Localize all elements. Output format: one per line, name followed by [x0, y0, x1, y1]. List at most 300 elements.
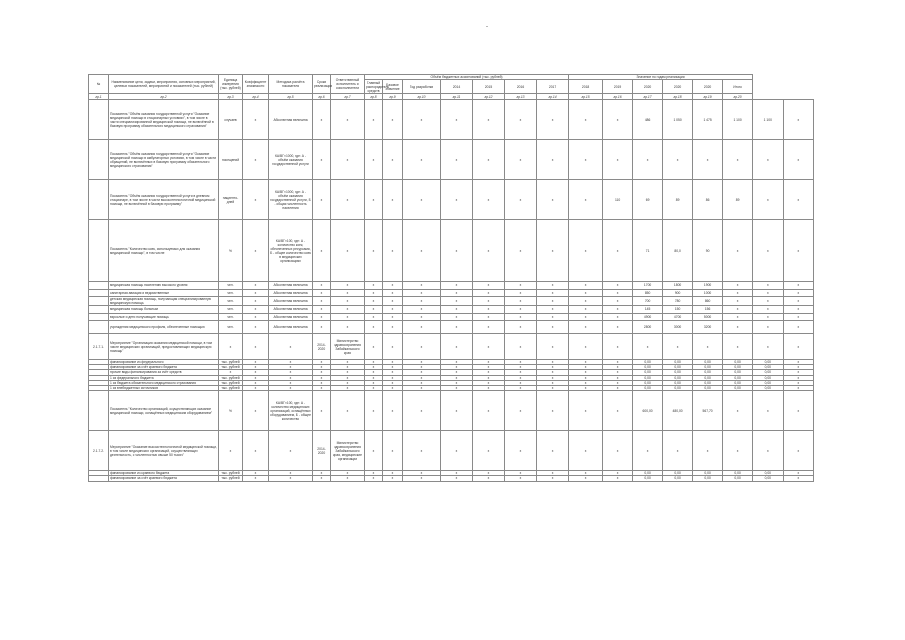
row-unit: тыс. рублей — [219, 365, 243, 370]
header-year: Год разработки — [403, 80, 441, 94]
header-2020c: 2020 — [693, 80, 723, 94]
row-cell: х — [723, 220, 753, 282]
row-cell: х — [441, 365, 473, 370]
row-cell: х — [603, 334, 633, 360]
row-cell: х — [365, 471, 383, 476]
row-coef: х — [243, 321, 269, 334]
row-method: х — [269, 380, 313, 385]
row-cell: х — [473, 313, 505, 321]
row-cell: х — [403, 360, 441, 365]
row-cell: х — [723, 140, 753, 180]
row-cell: 0,00 — [723, 385, 753, 390]
row-unit: тыс. рублей — [219, 380, 243, 385]
row-cell: х — [313, 321, 331, 334]
header-total: Итого — [723, 80, 753, 94]
row-cell: х — [331, 375, 365, 380]
row-unit: % — [219, 391, 243, 431]
row-cell: х — [473, 370, 505, 375]
row-cell: 0,00 — [633, 476, 663, 481]
row-name: 1 из федерального бюджета — [109, 375, 219, 380]
row-cell: х — [473, 360, 505, 365]
row-cell: х — [537, 313, 569, 321]
row-number — [89, 321, 109, 334]
row-method: Абсолютная величина — [269, 100, 313, 140]
row-cell: х — [383, 334, 403, 360]
row-unit: чел. — [219, 306, 243, 314]
row-cell: х — [569, 471, 603, 476]
row-cell: х — [441, 360, 473, 365]
header-2019: 2019 — [603, 80, 633, 94]
row-cell: х — [603, 476, 633, 481]
row-cell: х — [783, 220, 813, 282]
row-cell: х — [783, 306, 813, 314]
row-cell: х — [569, 380, 603, 385]
row-cell: 1 475 — [693, 100, 723, 140]
table-row — [89, 297, 814, 306]
row-unit: тыс. рублей — [219, 385, 243, 390]
row-cell: 0,00 — [723, 375, 753, 380]
row-cell: х — [537, 306, 569, 314]
row-cell: х — [473, 375, 505, 380]
row-cell: х — [753, 431, 783, 471]
row-cell: х — [441, 220, 473, 282]
row-cell: х — [313, 360, 331, 365]
row-name: Показатель "Количество организаций, осуществляющих оказание медицинской помощи, оснащённых медицинским оборудованием" — [109, 391, 219, 431]
row-cell: х — [441, 334, 473, 360]
row-cell: 567,70 — [693, 391, 723, 431]
row-cell: 0,00 — [693, 360, 723, 365]
row-cell: х — [569, 391, 603, 431]
row-cell: 0,00 — [663, 375, 693, 380]
table-row — [89, 334, 814, 360]
row-cell: х — [569, 100, 603, 140]
row-cell: х — [365, 431, 383, 471]
row-cell: х — [313, 220, 331, 282]
row-cell: 0,00 — [633, 365, 663, 370]
row-cell: х — [365, 140, 383, 180]
row-cell: х — [603, 391, 633, 431]
row-cell: х — [537, 471, 569, 476]
row-cell: х — [537, 380, 569, 385]
row-cell: х — [603, 365, 633, 370]
row-cell: х — [441, 476, 473, 481]
row-method: х — [269, 370, 313, 375]
row-cell: х — [313, 180, 331, 220]
row-cell: х — [313, 313, 331, 321]
row-cell: 0,00 — [633, 471, 663, 476]
row-cell: х — [603, 380, 633, 385]
row-cell: х — [569, 334, 603, 360]
row-cell: х — [473, 297, 505, 306]
row-cell: 0,00 — [663, 370, 693, 375]
row-cell: х — [753, 140, 783, 180]
row-cell: х — [753, 313, 783, 321]
row-cell: х — [365, 180, 383, 220]
row-cell: 0,00 — [723, 471, 753, 476]
row-cell: 0,00 — [693, 375, 723, 380]
row-cell: х — [473, 282, 505, 290]
row-cell: х — [403, 471, 441, 476]
column-number: гр.8 — [365, 94, 383, 100]
row-cell: 89 — [723, 180, 753, 220]
row-cell: 1 100 — [753, 100, 783, 140]
row-cell: 0,00 — [693, 385, 723, 390]
row-coef: х — [243, 375, 269, 380]
row-cell: х — [473, 334, 505, 360]
row-coef: х — [243, 391, 269, 431]
row-name: Мероприятие "Организация оказания медицинской помощи, в том числе медицинских организаций, предоставляющих медицинскую помощь" — [109, 334, 219, 360]
row-cell: 850 — [633, 289, 663, 297]
row-cell: х — [441, 289, 473, 297]
row-cell: х — [383, 321, 403, 334]
row-cell: х — [473, 180, 505, 220]
row-cell: х — [383, 180, 403, 220]
row-cell: х — [603, 100, 633, 140]
row-cell: х — [633, 140, 663, 180]
header-2015: 2015 — [473, 80, 505, 94]
row-name: 1 из бюджета обязательного медицинского страхования — [109, 380, 219, 385]
row-cell: х — [473, 431, 505, 471]
row-cell: 0,00 — [633, 360, 663, 365]
column-number: гр.9 — [383, 94, 403, 100]
row-cell: х — [569, 180, 603, 220]
row-cell: х — [383, 313, 403, 321]
row-cell: х — [723, 306, 753, 314]
table-header — [89, 75, 814, 100]
row-cell: х — [383, 471, 403, 476]
row-cell: х — [569, 282, 603, 290]
row-cell: х — [313, 370, 331, 375]
row-cell: 2014-2020 — [313, 431, 331, 471]
row-cell: 0,00 — [693, 476, 723, 481]
column-number: гр.3 — [219, 94, 243, 100]
row-cell: 1 100 — [723, 100, 753, 140]
header-2017: 2017 — [537, 80, 569, 94]
row-coef: х — [243, 282, 269, 290]
table-body — [89, 100, 814, 482]
column-number: гр.13 — [505, 94, 537, 100]
row-method: Абсолютная величина — [269, 289, 313, 297]
row-cell: х — [603, 375, 633, 380]
row-cell: х — [441, 282, 473, 290]
row-cell: х — [365, 100, 383, 140]
row-cell: х — [569, 306, 603, 314]
row-cell: х — [783, 380, 813, 385]
row-cell: х — [473, 140, 505, 180]
row-cell: х — [663, 431, 693, 471]
row-cell: х — [313, 391, 331, 431]
row-method: х — [269, 375, 313, 380]
row-cell: х — [331, 140, 365, 180]
column-number: гр.19 — [693, 94, 723, 100]
row-cell: 700 — [633, 297, 663, 306]
row-name: финансирование из федерального — [109, 360, 219, 365]
row-cell: х — [313, 380, 331, 385]
row-cell: х — [505, 297, 537, 306]
row-cell: х — [723, 334, 753, 360]
row-cell: 0,00 — [753, 476, 783, 481]
row-unit: тыс. рублей — [219, 471, 243, 476]
row-cell: х — [403, 100, 441, 140]
row-name: детская медицинская помощь, получающая специализированную медицинскую помощь — [109, 297, 219, 306]
row-cell: х — [383, 431, 403, 471]
row-cell: х — [365, 385, 383, 390]
row-cell: х — [537, 289, 569, 297]
row-cell: х — [365, 391, 383, 431]
row-cell: 0,00 — [663, 476, 693, 481]
row-cell: х — [473, 471, 505, 476]
row-cell: 900 — [663, 289, 693, 297]
row-coef: х — [243, 180, 269, 220]
row-cell: х — [403, 220, 441, 282]
row-cell: х — [603, 140, 633, 180]
row-cell: 3200 — [693, 321, 723, 334]
row-method: х — [269, 334, 313, 360]
row-cell: х — [403, 140, 441, 180]
row-number: 2.1.7.2. — [89, 431, 109, 471]
row-cell: х — [783, 289, 813, 297]
row-cell: 90 — [693, 220, 723, 282]
row-cell: х — [723, 321, 753, 334]
row-cell: х — [403, 391, 441, 431]
row-method: х — [269, 431, 313, 471]
row-cell: х — [403, 375, 441, 380]
row-coef: х — [243, 313, 269, 321]
row-cell: х — [313, 375, 331, 380]
row-cell: х — [505, 321, 537, 334]
row-cell: х — [313, 297, 331, 306]
row-cell: х — [783, 360, 813, 365]
row-cell: х — [603, 471, 633, 476]
row-cell: х — [569, 370, 603, 375]
row-number — [89, 100, 109, 140]
row-cell: х — [537, 220, 569, 282]
row-cell: х — [569, 365, 603, 370]
row-coef: х — [243, 431, 269, 471]
row-cell: х — [783, 370, 813, 375]
row-cell: х — [331, 297, 365, 306]
row-cell: х — [783, 180, 813, 220]
row-cell: х — [783, 100, 813, 140]
row-cell: х — [441, 100, 473, 140]
row-name: Мероприятие "Оказание высокотехнологичной медицинской помощи, в том числе медицинских организаций, осуществляющих деятельность, с численностью свыше 50 тысяч" — [109, 431, 219, 471]
row-cell: х — [505, 334, 537, 360]
row-cell: х — [331, 365, 365, 370]
row-cell: х — [403, 370, 441, 375]
row-cell: х — [505, 385, 537, 390]
row-cell: х — [569, 220, 603, 282]
table-row — [89, 282, 814, 290]
row-coef: х — [243, 370, 269, 375]
row-cell: х — [365, 360, 383, 365]
row-cell: х — [403, 289, 441, 297]
row-cell: х — [537, 100, 569, 140]
row-cell: х — [783, 297, 813, 306]
row-cell: х — [505, 431, 537, 471]
row-cell: х — [537, 365, 569, 370]
column-number: гр.14 — [537, 94, 569, 100]
row-cell: х — [365, 289, 383, 297]
row-method: Абсолютная величина — [269, 321, 313, 334]
column-number: гр.1 — [89, 94, 109, 100]
row-cell: 0,00 — [663, 385, 693, 390]
row-cell: х — [783, 321, 813, 334]
row-cell: х — [693, 334, 723, 360]
row-cell: 0,00 — [723, 370, 753, 375]
row-cell: х — [365, 297, 383, 306]
row-cell: 0,00 — [663, 360, 693, 365]
row-cell: х — [753, 321, 783, 334]
row-cell: х — [603, 370, 633, 375]
row-cell: х — [441, 140, 473, 180]
row-unit: х — [219, 370, 243, 375]
row-cell: 0,00 — [693, 370, 723, 375]
row-cell: 0,00 — [753, 360, 783, 365]
row-cell: х — [505, 370, 537, 375]
row-cell: х — [383, 380, 403, 385]
row-cell: 1000 — [693, 289, 723, 297]
row-cell: 0,00 — [753, 370, 783, 375]
row-cell: х — [441, 297, 473, 306]
row-cell: х — [331, 471, 365, 476]
row-cell: 110 — [603, 180, 633, 220]
row-cell: х — [603, 313, 633, 321]
row-cell: х — [441, 313, 473, 321]
row-cell: х — [569, 140, 603, 180]
row-cell: 3000 — [663, 321, 693, 334]
header-name: Наименование цели, задачи, мероприятия, основных мероприятий, целевых показателей, мероприятий и показателей (тыс. рублей) — [109, 75, 219, 94]
row-method: КА/ВГ×1000, где: А - объём оказания государственной услуги, Б - общая численность населения — [269, 180, 313, 220]
row-cell: х — [331, 180, 365, 220]
row-cell: х — [505, 282, 537, 290]
row-cell: 780 — [663, 297, 693, 306]
row-cell: 150 — [663, 306, 693, 314]
row-cell: х — [383, 391, 403, 431]
row-cell: х — [569, 321, 603, 334]
row-cell: 4900 — [633, 313, 663, 321]
row-unit: пациенто-дней — [219, 180, 243, 220]
row-cell: х — [723, 289, 753, 297]
row-cell: 1 050 — [663, 100, 693, 140]
row-cell: х — [753, 180, 783, 220]
row-cell: х — [313, 306, 331, 314]
row-cell: 5000 — [693, 313, 723, 321]
row-cell: х — [403, 365, 441, 370]
row-cell: 69 — [633, 180, 663, 220]
row-coef: х — [243, 471, 269, 476]
row-cell: х — [403, 306, 441, 314]
column-number: гр.18 — [663, 94, 693, 100]
row-cell: х — [723, 297, 753, 306]
row-cell: х — [331, 313, 365, 321]
row-cell: х — [753, 391, 783, 431]
table-row — [89, 100, 814, 140]
row-cell: х — [365, 321, 383, 334]
row-method: х — [269, 360, 313, 365]
row-cell: 1700 — [633, 282, 663, 290]
row-number — [89, 220, 109, 282]
row-cell: 0,00 — [633, 385, 663, 390]
row-cell: х — [403, 180, 441, 220]
row-cell: 0,00 — [633, 370, 663, 375]
row-cell: х — [365, 365, 383, 370]
row-cell: х — [473, 220, 505, 282]
row-cell: х — [537, 321, 569, 334]
row-cell: х — [537, 391, 569, 431]
row-cell: х — [473, 365, 505, 370]
row-cell: х — [537, 140, 569, 180]
row-cell: х — [383, 289, 403, 297]
row-cell: 145 — [633, 306, 663, 314]
row-cell: х — [537, 180, 569, 220]
row-cell: х — [505, 220, 537, 282]
table-row — [89, 289, 814, 297]
row-cell: Министерство здравоохранения Забайкальского края — [331, 334, 365, 360]
row-cell: 0,00 — [633, 375, 663, 380]
row-cell: х — [783, 471, 813, 476]
row-number — [89, 391, 109, 431]
row-cell: х — [331, 391, 365, 431]
row-cell: х — [569, 385, 603, 390]
row-number — [89, 476, 109, 481]
row-cell: х — [403, 321, 441, 334]
row-cell: х — [331, 321, 365, 334]
row-cell: х — [365, 313, 383, 321]
row-cell: х — [537, 375, 569, 380]
row-cell: х — [753, 220, 783, 282]
row-cell: х — [603, 385, 633, 390]
row-unit: посещений — [219, 140, 243, 180]
row-coef: х — [243, 365, 269, 370]
column-number: гр.16 — [603, 94, 633, 100]
row-cell: х — [365, 375, 383, 380]
row-unit: х — [219, 431, 243, 471]
table-row — [89, 313, 814, 321]
table-row — [89, 306, 814, 314]
row-cell: х — [723, 431, 753, 471]
table-row — [89, 391, 814, 431]
row-cell: х — [603, 289, 633, 297]
row-name: Показатель "Объём оказания государственной услуги "Оказание медицинской помощи в амбулаторных условиях, в том числе в части обращений, не включённых в базовую программу обязательного медицинского страхования" — [109, 140, 219, 180]
row-name: взрослые и дети получающие помощь — [109, 313, 219, 321]
row-cell: х — [473, 380, 505, 385]
row-coef: х — [243, 380, 269, 385]
row-cell: 0,00 — [723, 360, 753, 365]
column-number: гр.17 — [633, 94, 663, 100]
table-row — [89, 140, 814, 180]
row-cell: х — [723, 282, 753, 290]
header-2014: 2014 — [441, 80, 473, 94]
row-cell: х — [365, 370, 383, 375]
row-cell: х — [603, 431, 633, 471]
row-method: Абсолютная величина — [269, 313, 313, 321]
table-row — [89, 476, 814, 481]
row-cell: х — [383, 370, 403, 375]
row-cell: х — [473, 321, 505, 334]
header-base: Базовое значение — [383, 80, 403, 94]
row-cell: х — [633, 431, 663, 471]
row-name: финансирование за счёт краевого бюджета — [109, 365, 219, 370]
row-cell: х — [603, 321, 633, 334]
row-cell: х — [313, 100, 331, 140]
row-cell: х — [783, 140, 813, 180]
row-number: 2.1.7.1. — [89, 334, 109, 360]
row-cell: х — [331, 220, 365, 282]
row-cell: х — [537, 385, 569, 390]
row-cell: х — [783, 365, 813, 370]
row-unit: тыс. рублей — [219, 476, 243, 481]
row-cell: 86 — [693, 180, 723, 220]
